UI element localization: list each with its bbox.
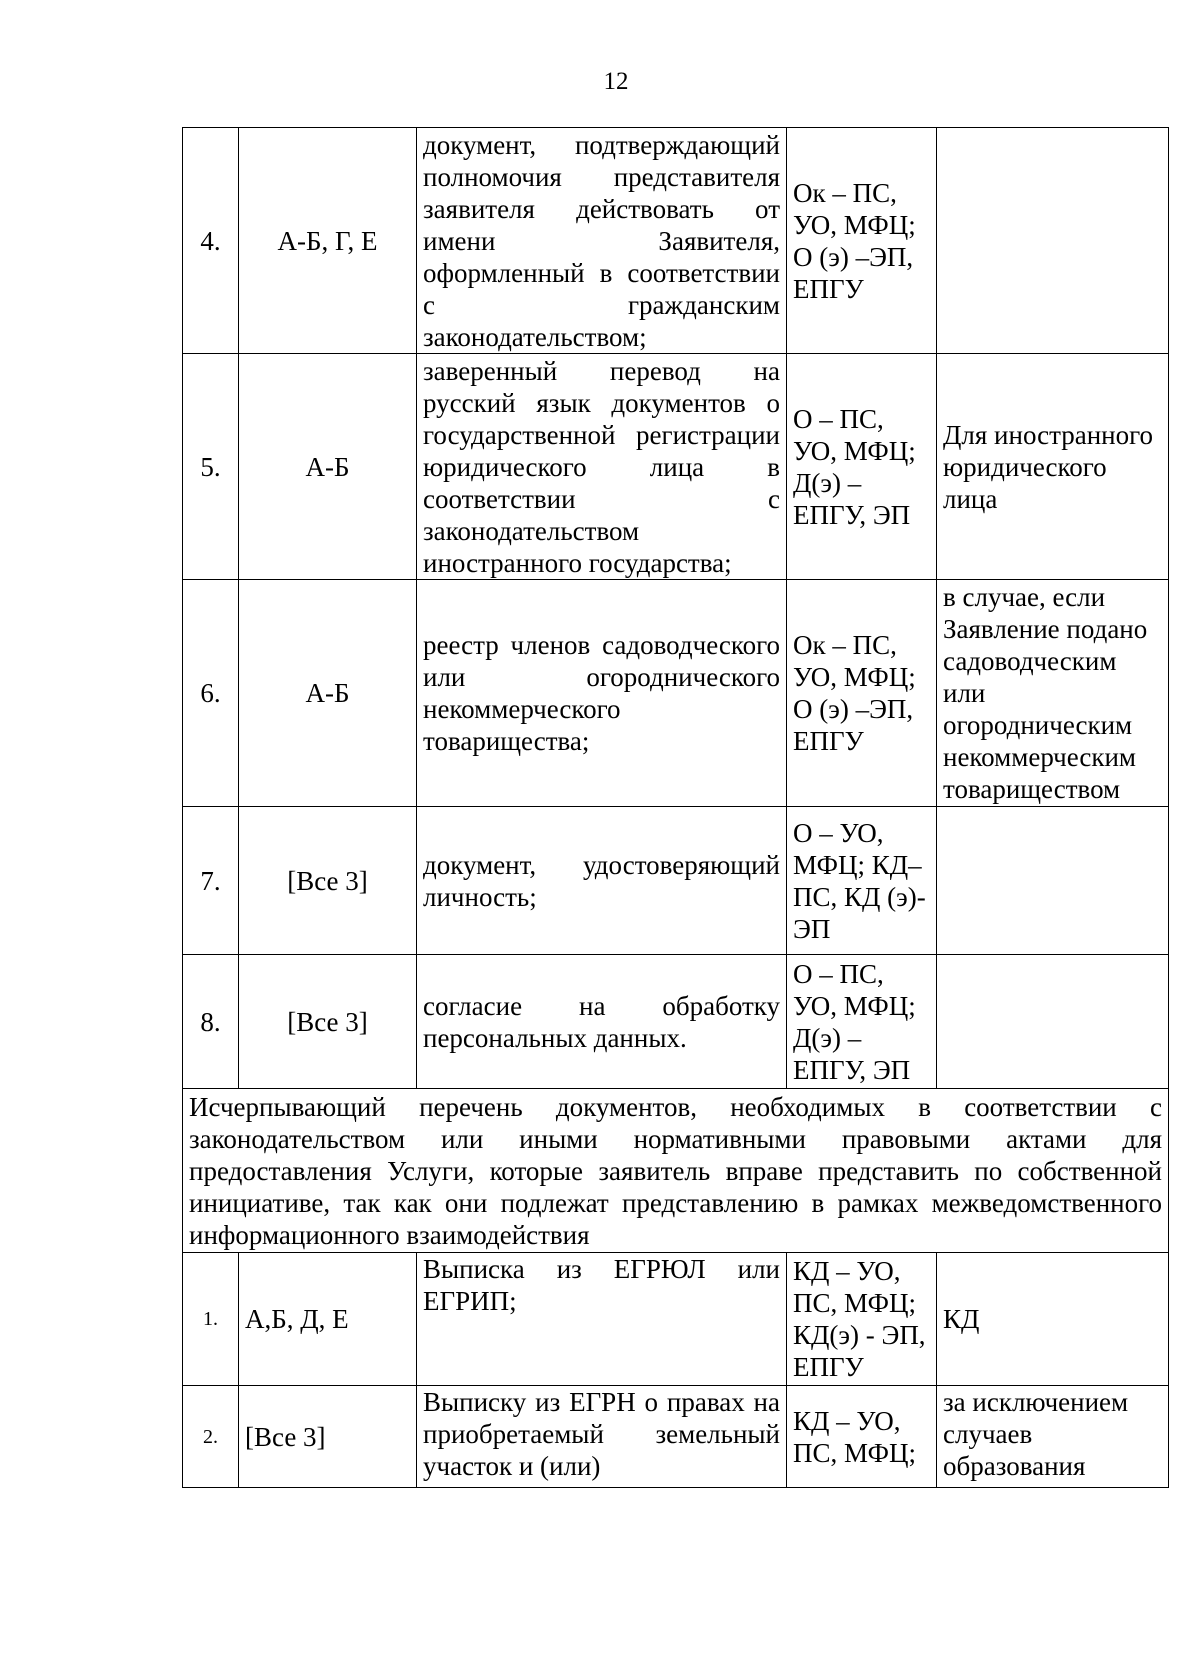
applicant-categories: [Все 3] bbox=[239, 955, 417, 1089]
document-name: заверенный перевод на русский язык документов о государственной регистрации юридического лица в соответствии с законодательством иностранного государства; bbox=[417, 354, 787, 580]
row-number: 2. bbox=[183, 1386, 239, 1488]
applicant-categories: А,Б, Д, Е bbox=[239, 1253, 417, 1386]
page-number: 12 bbox=[603, 68, 629, 95]
applicant-categories: А-Б bbox=[239, 354, 417, 580]
submission-method: О – ПС, УО, МФЦ; Д(э) – ЕПГУ, ЭП bbox=[787, 955, 937, 1089]
table-row bbox=[183, 1253, 1169, 1386]
submission-method: КД – УО, ПС, МФЦ; КД(э) - ЭП, ЕПГУ bbox=[787, 1253, 937, 1386]
row-note bbox=[937, 807, 1169, 955]
row-note bbox=[937, 955, 1169, 1089]
submission-method: КД – УО, ПС, МФЦ; bbox=[787, 1386, 937, 1488]
applicant-categories: [Все 3] bbox=[239, 807, 417, 955]
table-row bbox=[183, 1386, 1169, 1488]
submission-method: О – УО, МФЦ; КД– ПС, КД (э)- ЭП bbox=[787, 807, 937, 955]
table-row bbox=[183, 807, 1169, 955]
document-name: реестр членов садоводческого или огороднического некоммерческого товарищества; bbox=[417, 580, 787, 807]
submission-method: Ок – ПС, УО, МФЦ; О (э) –ЭП, ЕПГУ bbox=[787, 580, 937, 807]
applicant-categories: [Все 3] bbox=[239, 1386, 417, 1488]
row-number: 4. bbox=[183, 128, 239, 354]
row-note bbox=[937, 128, 1169, 354]
submission-method: О – ПС, УО, МФЦ; Д(э) – ЕПГУ, ЭП bbox=[787, 354, 937, 580]
section-heading: Исчерпывающий перечень документов, необходимых в соответствии с законодательством или иными нормативными правовыми актами для предоставления Услуги, которые заявитель вправе представить по собственной инициативе, так как они подлежат представлению в рамках межведомственного информационного взаимодействия bbox=[183, 1089, 1169, 1253]
row-note: Для иностранного юридического лица bbox=[937, 354, 1169, 580]
row-note: в случае, если Заявление подано садоводческим или огородническим некоммерческим товариществом bbox=[937, 580, 1169, 807]
section-heading-row bbox=[183, 1089, 1169, 1253]
document-name: Выписка из ЕГРЮЛ или ЕГРИП; bbox=[417, 1253, 787, 1386]
document-name: документ, удостоверяющий личность; bbox=[417, 807, 787, 955]
submission-method: Ок – ПС, УО, МФЦ; О (э) –ЭП, ЕПГУ bbox=[787, 128, 937, 354]
row-number: 5. bbox=[183, 354, 239, 580]
table-row bbox=[183, 354, 1169, 580]
applicant-categories: А-Б, Г, Е bbox=[239, 128, 417, 354]
row-note: за исключением случаев образования bbox=[937, 1386, 1169, 1488]
table-row bbox=[183, 580, 1169, 807]
row-number: 8. bbox=[183, 955, 239, 1089]
row-number: 6. bbox=[183, 580, 239, 807]
table-row bbox=[183, 955, 1169, 1089]
row-note: КД bbox=[937, 1253, 1169, 1386]
document-name: документ, подтверждающий полномочия представителя заявителя действовать от имени Заявителя, оформленный в соответствии с гражданским законодательством; bbox=[417, 128, 787, 354]
row-number: 7. bbox=[183, 807, 239, 955]
document-name: Выписку из ЕГРН о правах на приобретаемый земельный участок и (или) bbox=[417, 1386, 787, 1488]
applicant-categories: А-Б bbox=[239, 580, 417, 807]
document-name: согласие на обработку персональных данных. bbox=[417, 955, 787, 1089]
table-row bbox=[183, 128, 1169, 354]
row-number: 1. bbox=[183, 1253, 239, 1386]
documents-table bbox=[182, 127, 1169, 1488]
